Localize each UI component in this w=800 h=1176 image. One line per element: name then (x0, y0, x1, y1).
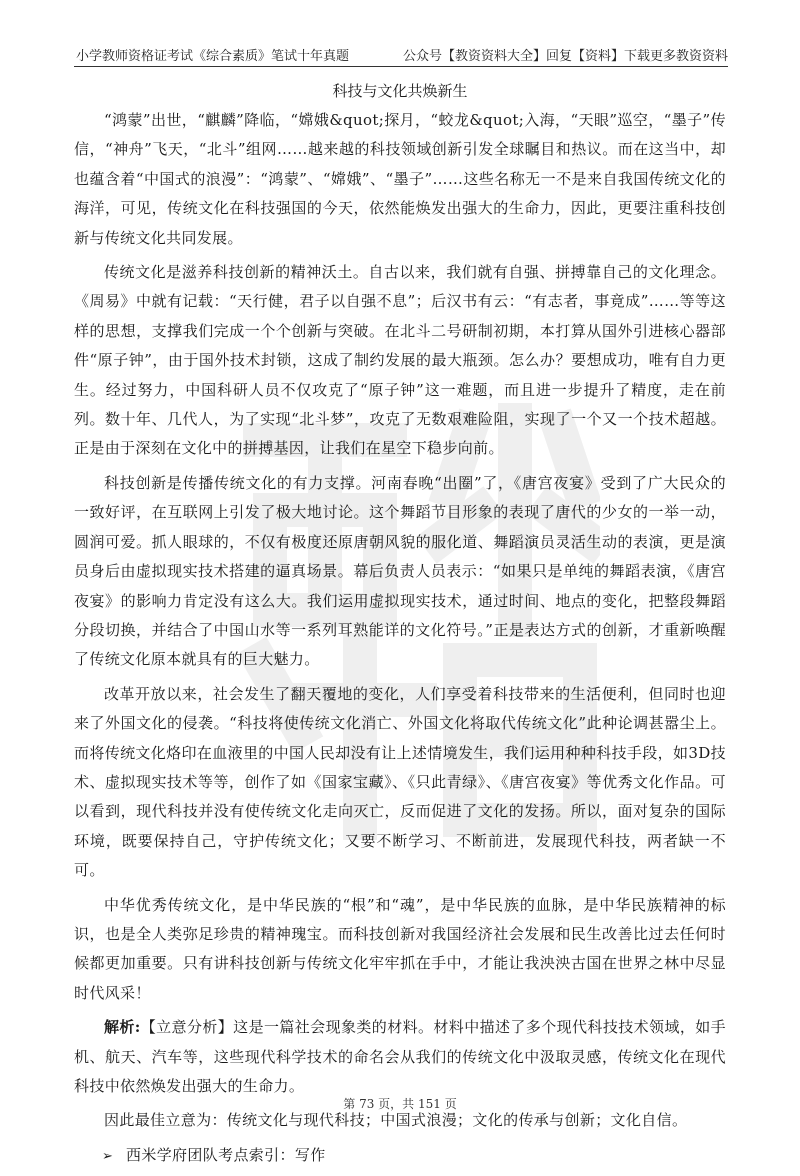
arrow-bullet-icon: ➢ (102, 1148, 114, 1164)
paragraph-3: 科技创新是传播传统文化的有力支撑。河南春晚“出圈”了，《唐宫夜宴》受到了广大民众的一致好评，在互联网上引发了极大地讨论。这个舞蹈节目形象的表现了唐代的少女的一举一动，圆润可爱。抓人眼球的，不仅有极度还原唐朝风貌的服化道、舞蹈演员灵活生动的表演，更是演员身后由虚拟现实技术搭建的逼真场景。幕后负责人员表示：“如果只是单纯的舞蹈表演，《唐宫夜宴》的影响力肯定没有这么大。我们运用虚拟现实技术，通过时间、地点的变化，把整段舞蹈分段切换，并结合了中国山水等一系列耳熟能详的文化符号。”正是表达方式的创新，才重新唤醒了传统文化原本就具有的巨大魅力。 (74, 473, 726, 669)
page-number: 第 73 页，共 151 页 (343, 1097, 457, 1111)
paragraph-5: 中华优秀传统文化，是中华民族的“根”和“魂”，是中华民族的血脉，是中华民族精神的标识，也是全人类弥足珍贵的精神瑰宝。而科技创新对我国经济社会发展和民生改善比过去任何时候都更加重要。只有讲科技创新与传统文化牢牢抓在手中，才能让我泱泱古国在世界之林中尽显时代风采！ (74, 895, 726, 1002)
essay-body (74, 106, 726, 1176)
paragraph-2: 传统文化是滋养科技创新的精神沃土。自古以来，我们就有自强、拼搏靠自己的文化理念。《周易》中就有记载：“天行健，君子以自强不息”；后汉书有云：“有志者，事竟成”……等等这样的思想，支撑我们完成一个个创新与突破。在北斗二号研制初期，本打算从国外引进核心器部件“原子钟”，由于国外技术封锁，这成了制约发展的最大瓶颈。怎么办？要想成功，唯有自力更生。经过努力，中国科研人员不仅攻克了“原子钟”这一难题，而且进一步提升了精度，走在前列。数十年、几代人，为了实现“北斗梦”，攻克了无数艰难险阻，实现了一个又一个技术超越。正是由于深刻在文化中的拼搏基因，让我们在星空下稳步向前。 (74, 263, 726, 458)
paragraph-1: “鸿蒙”出世，“麒麟”降临，“嫦娥&quot;探月，“蛟龙&quot;入海，“天眼”巡空，“墨子”传信，“神舟”飞天，“北斗”组网……越来越的科技领域创新引发全球瞩目和热议。而在这当中，却也蕴含着“中国式的浪漫”：“鸿蒙”、“嫦娥”、“墨子”……这些名称无一不是来自我国传统文化的海洋，可见，传统文化在科技强国的今天，依然能焕发出强大的生命力，因此，更要注重科技创新与传统文化共同发展。 (74, 111, 726, 247)
page-header (76, 36, 728, 64)
index-bullet (74, 1141, 726, 1171)
analysis-paragraph (74, 1013, 726, 1101)
paragraph-4: 改革开放以来，社会发生了翻天覆地的变化，人们享受着科技带来的生活便利，但同时也迎来了外国文化的侵袭。“科技将使传统文化消亡、外国文化将取代传统文化”此种论调甚嚣尘上。而将传统文化烙印在血液里的中国人民却没有让上述情境发生，我们运用种种科技手段，如3D技术、虚拟现实技术等等，创作了如《国家宝藏》、《只此青绿》、《唐宫夜宴》等优秀文化作品。可以看到，现代科技并没有使传统文化走向灭亡，反而促进了文化的发扬。所以，面对复杂的国际环境，既要保持自己，守护传统文化；又要不断学习、不断前进，发展现代科技，两者缺一不可。 (74, 684, 726, 880)
analysis-text: 【立意分析】这是一篇社会现象类的材料。材料中描述了多个现代科技技术领域，如手机、航天、汽车等，这些现代科学技术的命名会从我们的传统文化中汲取灵感，传统文化在现代科技中依然焕发出强大的生命力。 (74, 1018, 726, 1095)
analysis-label: 解析: (104, 1018, 141, 1037)
header-divider (74, 66, 728, 67)
index-bullet-text: 西米学府团队考点索引：写作 (126, 1145, 326, 1164)
header-right-text: 公众号【教资资料大全】回复【资料】下载更多教资资料 (402, 49, 728, 64)
essay-title: 科技与文化共焕新生 (332, 82, 468, 100)
header-left-text: 小学教师资格证考试《综合素质》笔试十年真题 (76, 49, 350, 64)
best-theme-paragraph: 因此最佳立意为：传统文化与现代科技；中国式浪漫；文化的传承与创新；文化自信。 (104, 1111, 688, 1130)
